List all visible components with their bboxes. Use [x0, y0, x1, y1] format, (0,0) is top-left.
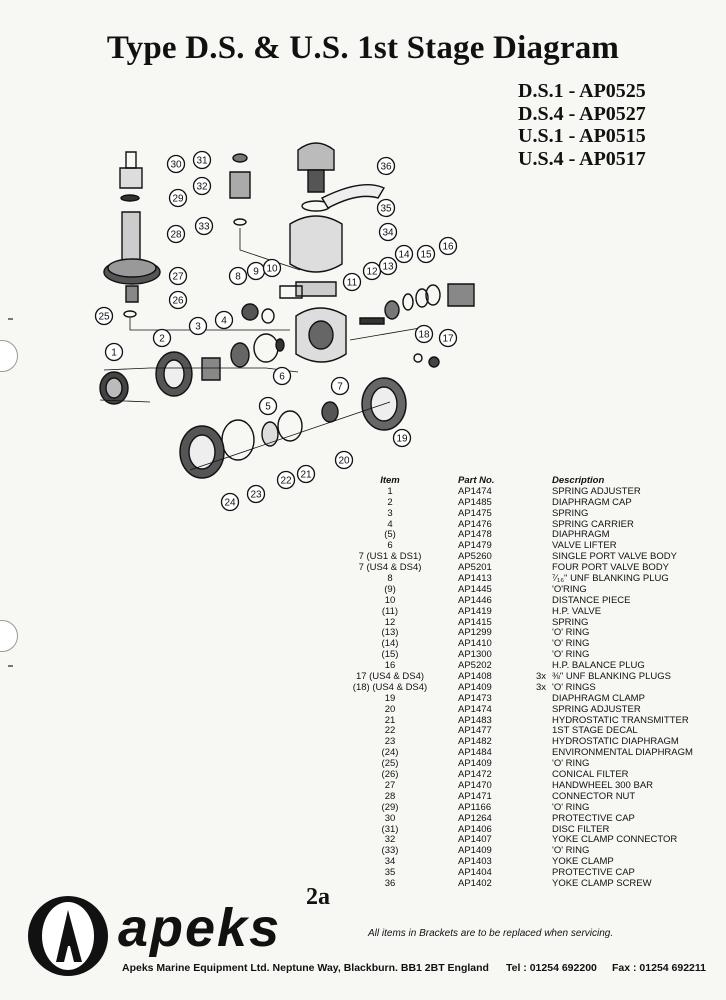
apeks-logo-icon	[28, 896, 108, 976]
description-cell: HANDWHEEL 300 BAR	[552, 779, 654, 791]
qty-cell: 3x	[536, 681, 547, 693]
part-no-cell: AP1482	[458, 736, 492, 748]
callout-number: 31	[196, 155, 208, 167]
callout-number: 33	[198, 221, 210, 233]
table-row	[300, 846, 720, 857]
description-cell: YOKE CLAMP SCREW	[552, 877, 652, 889]
description-cell: DIAPHRAGM CLAMP	[552, 692, 645, 704]
description-cell: PROTECTIVE CAP	[552, 867, 635, 879]
qty-cell: 3x	[536, 671, 547, 683]
table-row	[300, 770, 720, 781]
header-item: Item	[380, 475, 400, 486]
description-cell: 'O' RINGS	[552, 681, 596, 693]
item-cell: 20	[384, 703, 396, 715]
item-cell: 12	[384, 616, 396, 628]
item-cell: 23	[384, 736, 396, 748]
table-row	[300, 748, 720, 759]
margin-tick	[8, 318, 13, 320]
description-cell: YOKE CLAMP CONNECTOR	[552, 834, 678, 846]
model-code: D.S.1 - AP0525	[518, 80, 646, 102]
part-no-cell: AP5201	[458, 562, 492, 574]
callout-number: 14	[398, 249, 410, 261]
fax-number: Fax : 01254 692211	[612, 962, 706, 974]
part-no-cell: AP1419	[458, 605, 492, 617]
table-row	[300, 803, 720, 814]
callout-number: 23	[250, 489, 262, 501]
table-row	[300, 781, 720, 792]
item-cell: 10	[384, 594, 396, 606]
model-code: U.S.1 - AP0515	[518, 125, 646, 147]
item-cell: (15)	[381, 649, 399, 661]
callout-number: 21	[300, 469, 312, 481]
description-cell: ENVIRONMENTAL DIAPHRAGM	[552, 747, 693, 759]
part-no-cell: AP1474	[458, 703, 492, 715]
header-part-no: Part No.	[458, 475, 495, 486]
description-cell: 'O' RING	[552, 627, 590, 639]
item-cell: 19	[384, 692, 396, 704]
callout-number: 6	[279, 371, 285, 383]
item-cell: (18) (US4 & DS4)	[352, 681, 428, 693]
table-row	[300, 509, 720, 520]
item-cell: 28	[384, 790, 396, 802]
item-cell: (11)	[381, 605, 399, 617]
part-no-cell: AP1415	[458, 616, 492, 628]
punch-hole	[0, 340, 18, 372]
callout-number: 7	[337, 381, 343, 393]
part-no-cell: AP1407	[458, 834, 492, 846]
description-cell: FOUR PORT VALVE BODY	[552, 562, 670, 574]
item-cell: 1	[387, 485, 393, 497]
part-no-cell: AP1470	[458, 779, 492, 791]
item-cell: 34	[384, 856, 396, 868]
callout-number: 13	[382, 261, 394, 273]
part-no-cell: AP1473	[458, 692, 492, 704]
callout-number: 18	[418, 329, 430, 341]
table-row	[300, 705, 720, 716]
item-cell: 32	[384, 834, 396, 846]
item-cell: 6	[387, 540, 393, 552]
item-cell: (13)	[381, 627, 399, 639]
table-row	[300, 759, 720, 770]
part-no-cell: AP1403	[458, 856, 492, 868]
part-no-cell: AP1475	[458, 507, 492, 519]
part-no-cell: AP1404	[458, 867, 492, 879]
description-cell: DIAPHRAGM	[552, 529, 610, 541]
callout-number: 11	[346, 277, 358, 289]
callout-number: 22	[280, 475, 292, 487]
exploded-diagram	[90, 140, 510, 520]
description-cell: SPRING	[552, 507, 589, 519]
callout-number: 25	[98, 311, 110, 323]
part-no-cell: AP1409	[458, 845, 492, 857]
description-cell: 'O' RING	[552, 845, 590, 857]
description-cell: ⁷⁄₁₆" UNF BLANKING PLUG	[552, 573, 669, 585]
item-cell: (25)	[381, 758, 399, 770]
brand-logo-text: apeks	[118, 898, 282, 958]
callout-number: 3	[195, 321, 201, 333]
callout-number: 32	[196, 181, 208, 193]
part-no-cell: AP1483	[458, 714, 492, 726]
table-row	[300, 639, 720, 650]
description-cell: HYDROSTATIC DIAPHRAGM	[552, 736, 679, 748]
item-cell: 22	[384, 725, 396, 737]
item-cell: 2	[387, 496, 393, 508]
part-no-cell: AP5260	[458, 551, 492, 563]
description-cell: SPRING CARRIER	[552, 518, 634, 530]
table-row	[300, 498, 720, 509]
part-no-cell: AP1476	[458, 518, 492, 530]
table-row	[300, 520, 720, 531]
table-row	[300, 835, 720, 846]
callout-number: 2	[159, 333, 165, 345]
item-cell: 8	[387, 573, 393, 585]
table-row	[300, 814, 720, 825]
part-no-cell: AP1408	[458, 671, 492, 683]
company-address: Apeks Marine Equipment Ltd. Neptune Way, Blackburn. BB1 2BT England	[122, 962, 489, 974]
table-row	[300, 628, 720, 639]
callout-number: 5	[265, 401, 271, 413]
item-cell: 4	[387, 518, 393, 530]
item-cell: 7 (US1 & DS1)	[358, 551, 422, 563]
callout-number: 16	[442, 241, 454, 253]
callout-number: 35	[380, 203, 392, 215]
page-number: 2a	[306, 884, 330, 910]
part-no-cell: AP1485	[458, 496, 492, 508]
table-row	[300, 618, 720, 629]
table-row	[300, 857, 720, 868]
description-cell: SPRING ADJUSTER	[552, 485, 641, 497]
item-cell: 27	[384, 779, 396, 791]
description-cell: 'O' RING	[552, 758, 590, 770]
table-row	[300, 792, 720, 803]
description-cell: DISTANCE PIECE	[552, 594, 631, 606]
part-no-cell: AP1471	[458, 790, 492, 802]
table-row	[300, 879, 720, 890]
model-code: D.S.4 - AP0527	[518, 102, 646, 125]
table-row	[300, 694, 720, 705]
callout-number: 17	[442, 333, 454, 345]
table-row	[300, 530, 720, 541]
page-title: Type D.S. & U.S. 1st Stage Diagram	[106, 30, 620, 66]
description-cell: CONICAL FILTER	[552, 769, 629, 781]
part-no-cell: AP1264	[458, 812, 492, 824]
table-row	[300, 650, 720, 661]
phone-number: Tel : 01254 692200	[506, 962, 597, 974]
item-cell: (9)	[384, 583, 396, 595]
callout-number: 12	[366, 266, 378, 278]
description-cell: YOKE CLAMP	[552, 856, 614, 868]
description-cell: HYDROSTATIC TRANSMITTER	[552, 714, 689, 726]
callout-number: 28	[170, 229, 182, 241]
callout-number: 30	[170, 159, 182, 171]
description-cell: PROTECTIVE CAP	[552, 812, 635, 824]
part-no-cell: AP1300	[458, 649, 492, 661]
callout-number: 36	[380, 161, 392, 173]
description-cell: 'O' RING	[552, 638, 590, 650]
description-cell: SINGLE PORT VALVE BODY	[552, 551, 677, 563]
parts-table	[300, 476, 720, 890]
callout-number: 4	[221, 315, 227, 327]
description-cell: DIAPHRAGM CAP	[552, 496, 632, 508]
item-cell: 35	[384, 867, 396, 879]
item-cell: (29)	[381, 801, 399, 813]
callout-number: 26	[172, 295, 184, 307]
part-no-cell: AP1478	[458, 529, 492, 541]
header-description: Description	[552, 475, 605, 486]
part-no-cell: AP1474	[458, 485, 492, 497]
part-no-cell: AP1409	[458, 758, 492, 770]
part-no-cell: AP1299	[458, 627, 492, 639]
callout-number: 27	[172, 271, 184, 283]
part-no-cell: AP1472	[458, 769, 492, 781]
part-no-cell: AP1166	[458, 801, 492, 813]
description-cell: 'O' RING	[552, 801, 590, 813]
callout-number: 8	[235, 271, 241, 283]
description-cell: ⅜" UNF BLANKING PLUGS	[552, 671, 671, 683]
item-cell: (14)	[381, 638, 399, 650]
model-code: U.S.4 - AP0517	[518, 147, 646, 170]
table-row	[300, 868, 720, 879]
description-cell: H.P. VALVE	[552, 605, 602, 617]
part-no-cell: AP1446	[458, 594, 492, 606]
table-row	[300, 585, 720, 596]
item-cell: 7 (US4 & DS4)	[358, 562, 422, 574]
part-no-cell: AP1406	[458, 823, 492, 835]
margin-tick	[8, 665, 13, 667]
item-cell: 17 (US4 & DS4)	[355, 671, 425, 683]
item-cell: 3	[387, 507, 393, 519]
callout-number: 15	[420, 249, 432, 261]
part-no-cell: AP1402	[458, 877, 492, 889]
item-cell: (5)	[384, 529, 396, 541]
part-no-cell: AP1479	[458, 540, 492, 552]
description-cell: 'O' RING	[552, 649, 590, 661]
callout-number: 10	[266, 263, 278, 275]
part-no-cell: AP1484	[458, 747, 492, 759]
table-row	[300, 596, 720, 607]
description-cell: 'O'RING	[552, 583, 587, 595]
item-cell: 16	[384, 660, 396, 672]
table-row	[300, 683, 720, 694]
table-row	[300, 607, 720, 618]
description-cell: DISC FILTER	[552, 823, 610, 835]
description-cell: SPRING ADJUSTER	[552, 703, 641, 715]
model-list	[518, 80, 646, 170]
part-no-cell: AP1477	[458, 725, 492, 737]
callout-number: 9	[253, 266, 259, 278]
part-no-cell: AP1409	[458, 681, 492, 693]
callout-number: 1	[111, 347, 117, 359]
part-no-cell: AP1413	[458, 573, 492, 585]
item-cell: 21	[384, 714, 396, 726]
description-cell: SPRING	[552, 616, 589, 628]
item-cell: (24)	[381, 747, 399, 759]
callout-number: 24	[224, 497, 236, 509]
callout-number: 20	[338, 455, 350, 467]
callout-number: 29	[172, 193, 184, 205]
item-cell: (26)	[381, 769, 399, 781]
table-row	[300, 716, 720, 727]
footer	[122, 962, 706, 974]
part-no-cell: AP5202	[458, 660, 492, 672]
part-no-cell: AP1410	[458, 638, 492, 650]
table-row	[300, 574, 720, 585]
description-cell: VALVE LIFTER	[552, 540, 617, 552]
servicing-note: All items in Brackets are to be replaced when servicing.	[368, 928, 614, 939]
description-cell: H.P. BALANCE PLUG	[552, 660, 645, 672]
callout-number: 19	[396, 433, 408, 445]
item-cell: (33)	[381, 845, 399, 857]
description-cell: 1ST STAGE DECAL	[552, 725, 638, 737]
punch-hole	[0, 620, 18, 652]
description-cell: CONNECTOR NUT	[552, 790, 636, 802]
item-cell: 36	[384, 877, 396, 889]
item-cell: 30	[384, 812, 396, 824]
part-no-cell: AP1445	[458, 583, 492, 595]
table-row	[300, 487, 720, 498]
item-cell: (31)	[381, 823, 399, 835]
table-header	[300, 476, 720, 487]
callout-number: 34	[382, 227, 394, 239]
